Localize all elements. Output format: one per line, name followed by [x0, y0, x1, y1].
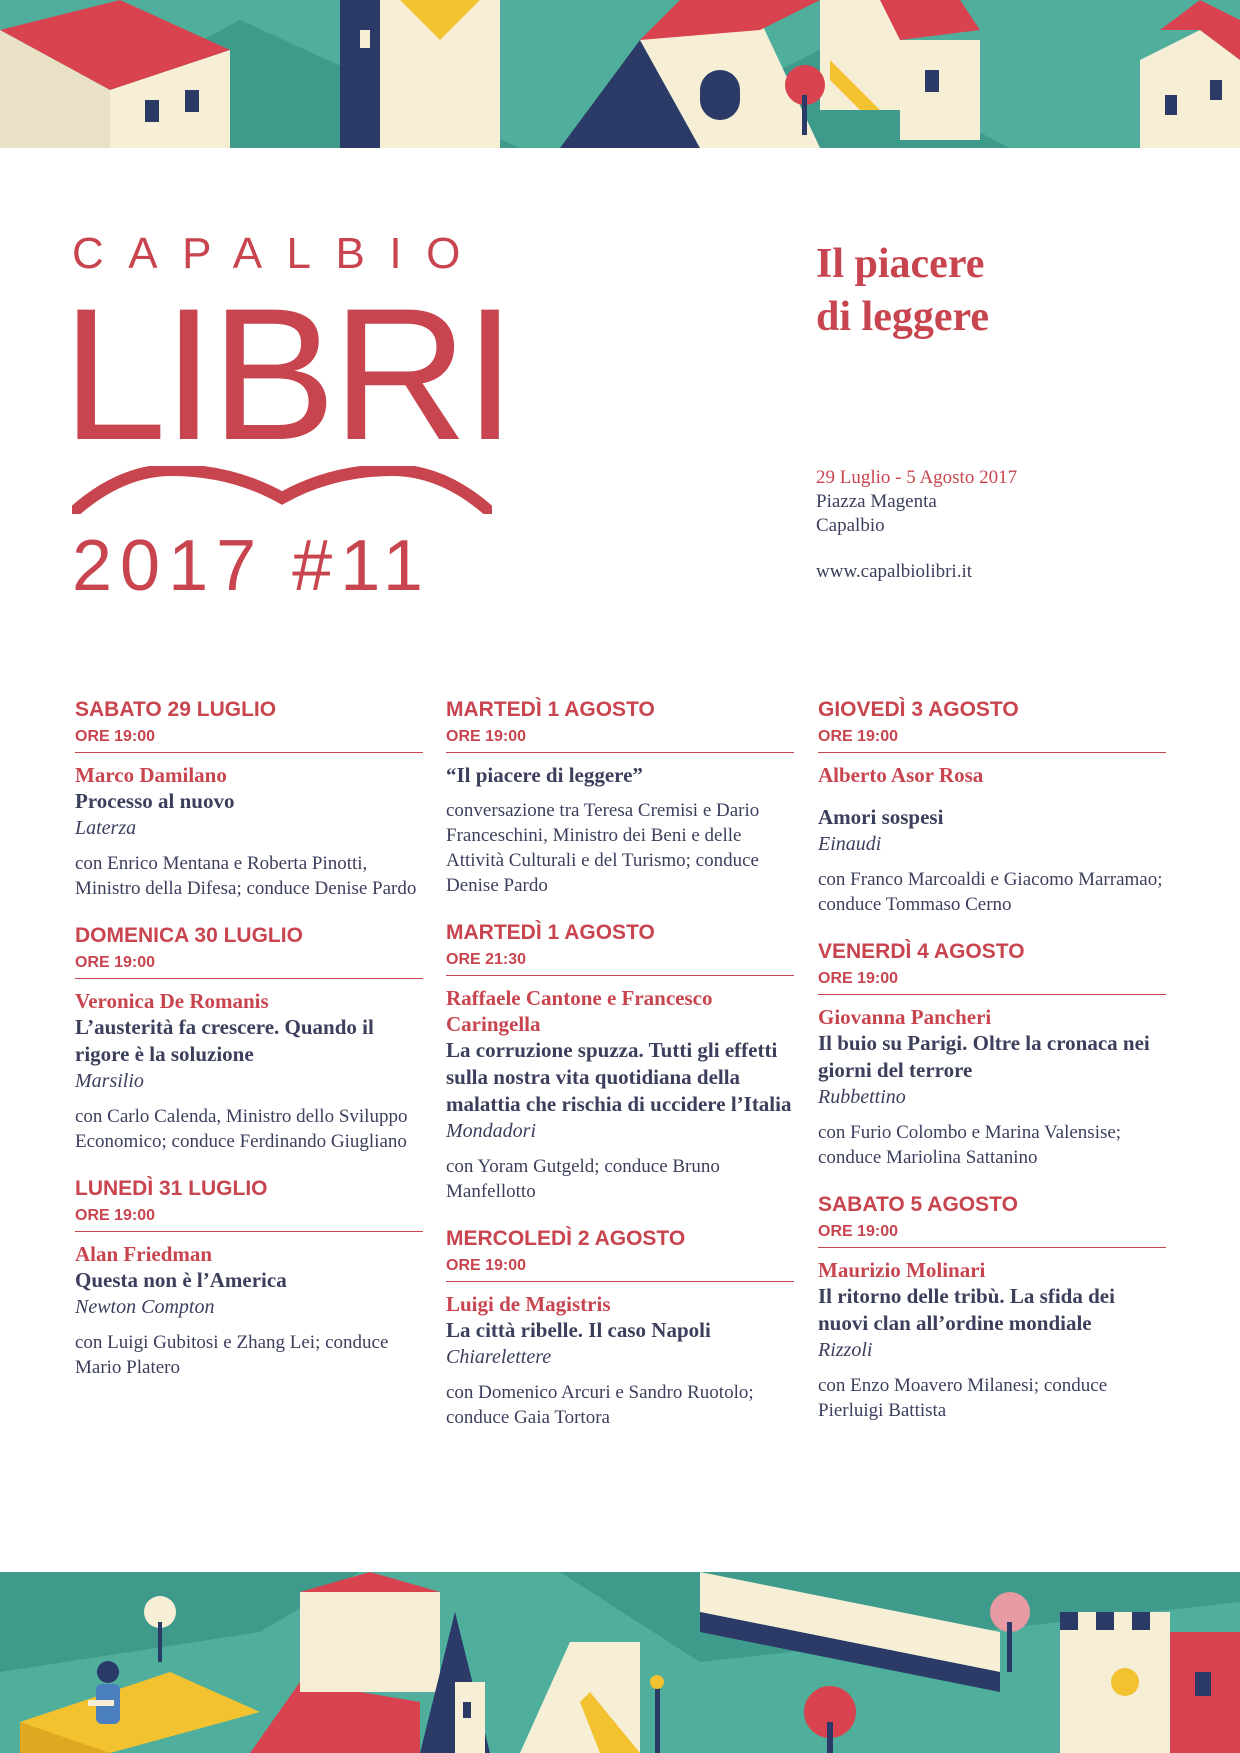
program-event [818, 939, 1166, 1170]
program-event [818, 697, 1166, 917]
event-guests: con Carlo Calenda, Ministro dello Sviluppo Economico; conduce Ferdinando Giugliano [75, 1106, 408, 1152]
event-day: MERCOLEDÌ 2 AGOSTO [446, 1227, 686, 1250]
program-column-2 [446, 697, 794, 1452]
logo-top-text: CAPALBIO [72, 229, 485, 278]
event-guests: con Furio Colombo e Marina Valensise; conduce Mariolina Sattanino [818, 1122, 1122, 1168]
book-title: Il buio su Parigi. Oltre la cronaca nei giorni del terrore [818, 1031, 1150, 1082]
book-title: La corruzione spuzza. Tutti gli effetti sulla nostra vita quotidiana della malattia che rischia di uccidere l’Italia [446, 1038, 792, 1116]
event-time: ORE 21:30 [446, 950, 794, 976]
logo-main-text: LIBRI [62, 269, 513, 479]
event-time: ORE 19:00 [75, 727, 423, 753]
top-illustration-banner [0, 0, 1240, 148]
book-title: Amori sospesi [818, 805, 944, 829]
event-author: Marco Damilano [75, 763, 227, 787]
event-day: SABATO 5 AGOSTO [818, 1193, 1018, 1216]
event-time: ORE 19:00 [818, 1222, 1166, 1248]
tagline-line-2: di leggere [816, 294, 990, 340]
capalbio-libri-logo [62, 229, 513, 606]
event-guests: con Luigi Gubitosi e Zhang Lei; conduce Mario Platero [75, 1332, 389, 1378]
book-title: Questa non è l’America [75, 1268, 287, 1292]
book-publisher: Mondadori [446, 1120, 536, 1142]
event-author: Raffaele Cantone e Francesco Caringella [446, 986, 713, 1036]
event-day: LUNEDÌ 31 LUGLIO [75, 1177, 268, 1200]
book-publisher: Newton Compton [75, 1296, 215, 1318]
event-title: “Il piacere di leggere” [446, 763, 643, 787]
book-title: La città ribelle. Il caso Napoli [446, 1318, 711, 1342]
event-author: Luigi de Magistris [446, 1292, 611, 1316]
event-guests: con Yoram Gutgeld; conduce Bruno Manfellotto [446, 1156, 720, 1202]
logo-year-text: 2017 #11 [72, 526, 431, 606]
event-day: MARTEDÌ 1 AGOSTO [446, 921, 655, 944]
event-time: ORE 19:00 [446, 727, 794, 753]
program-event [446, 697, 794, 898]
event-day: GIOVEDÌ 3 AGOSTO [818, 698, 1019, 721]
event-author: Maurizio Molinari [818, 1258, 986, 1282]
book-publisher: Einaudi [818, 833, 882, 855]
program-event [75, 697, 423, 901]
book-title: L’austerità fa crescere. Quando il rigore è la soluzione [75, 1015, 374, 1066]
event-dates: 29 Luglio - 5 Agosto 2017 [816, 467, 1018, 488]
event-guests: con Domenico Arcuri e Sandro Ruotolo; conduce Gaia Tortora [446, 1382, 754, 1428]
event-time: ORE 19:00 [75, 953, 423, 979]
event-town: Capalbio [816, 515, 885, 536]
book-title: Il ritorno delle tribù. La sfida dei nuovi clan all’ordine mondiale [818, 1284, 1115, 1335]
event-info [816, 466, 1017, 584]
event-author: Giovanna Pancheri [818, 1005, 992, 1029]
tagline [816, 238, 989, 344]
event-day: MARTEDÌ 1 AGOSTO [446, 698, 655, 721]
program-event [75, 1176, 423, 1380]
event-author: Alan Friedman [75, 1242, 213, 1266]
bottom-illustration-banner [0, 1572, 1240, 1753]
book-title: Processo al nuovo [75, 789, 235, 813]
program-column-3 [818, 697, 1166, 1445]
program-event [446, 1226, 794, 1430]
book-publisher: Rubbettino [818, 1086, 906, 1108]
event-author: Veronica De Romanis [75, 989, 269, 1013]
event-venue: Piazza Magenta [816, 491, 937, 512]
event-guests: con Franco Marcoaldi e Giacomo Marramao; conduce Tommaso Cerno [818, 869, 1163, 915]
event-guests: conversazione tra Teresa Cremisi e Dario Franceschini, Ministro dei Beni e delle Attività Culturali e del Turismo; conduce Denise Pardo [446, 800, 760, 896]
program-event [818, 1192, 1166, 1423]
event-day: SABATO 29 LUGLIO [75, 698, 277, 721]
event-time: ORE 19:00 [818, 727, 1166, 753]
event-day: DOMENICA 30 LUGLIO [75, 924, 303, 947]
book-publisher: Marsilio [75, 1070, 144, 1092]
event-guests: con Enzo Moavero Milanesi; conduce Pierluigi Battista [818, 1375, 1108, 1421]
website-link[interactable]: www.capalbiolibri.it [816, 561, 973, 582]
event-time: ORE 19:00 [818, 969, 1166, 995]
town-illustration-top [0, 0, 1240, 148]
program-event [75, 923, 423, 1154]
event-day: VENERDÌ 4 AGOSTO [818, 940, 1025, 963]
event-time: ORE 19:00 [446, 1256, 794, 1282]
event-guests: con Enrico Mentana e Roberta Pinotti, Ministro della Difesa; conduce Denise Pardo [75, 853, 417, 899]
town-illustration-bottom [0, 1572, 1240, 1753]
event-author: Alberto Asor Rosa [818, 763, 984, 787]
program-event [446, 920, 794, 1204]
book-publisher: Rizzoli [818, 1339, 873, 1361]
program-column-1 [75, 697, 423, 1402]
book-publisher: Chiarelettere [446, 1346, 552, 1368]
book-publisher: Laterza [75, 817, 137, 839]
tagline-line-1: Il piacere [816, 241, 985, 287]
event-time: ORE 19:00 [75, 1206, 423, 1232]
